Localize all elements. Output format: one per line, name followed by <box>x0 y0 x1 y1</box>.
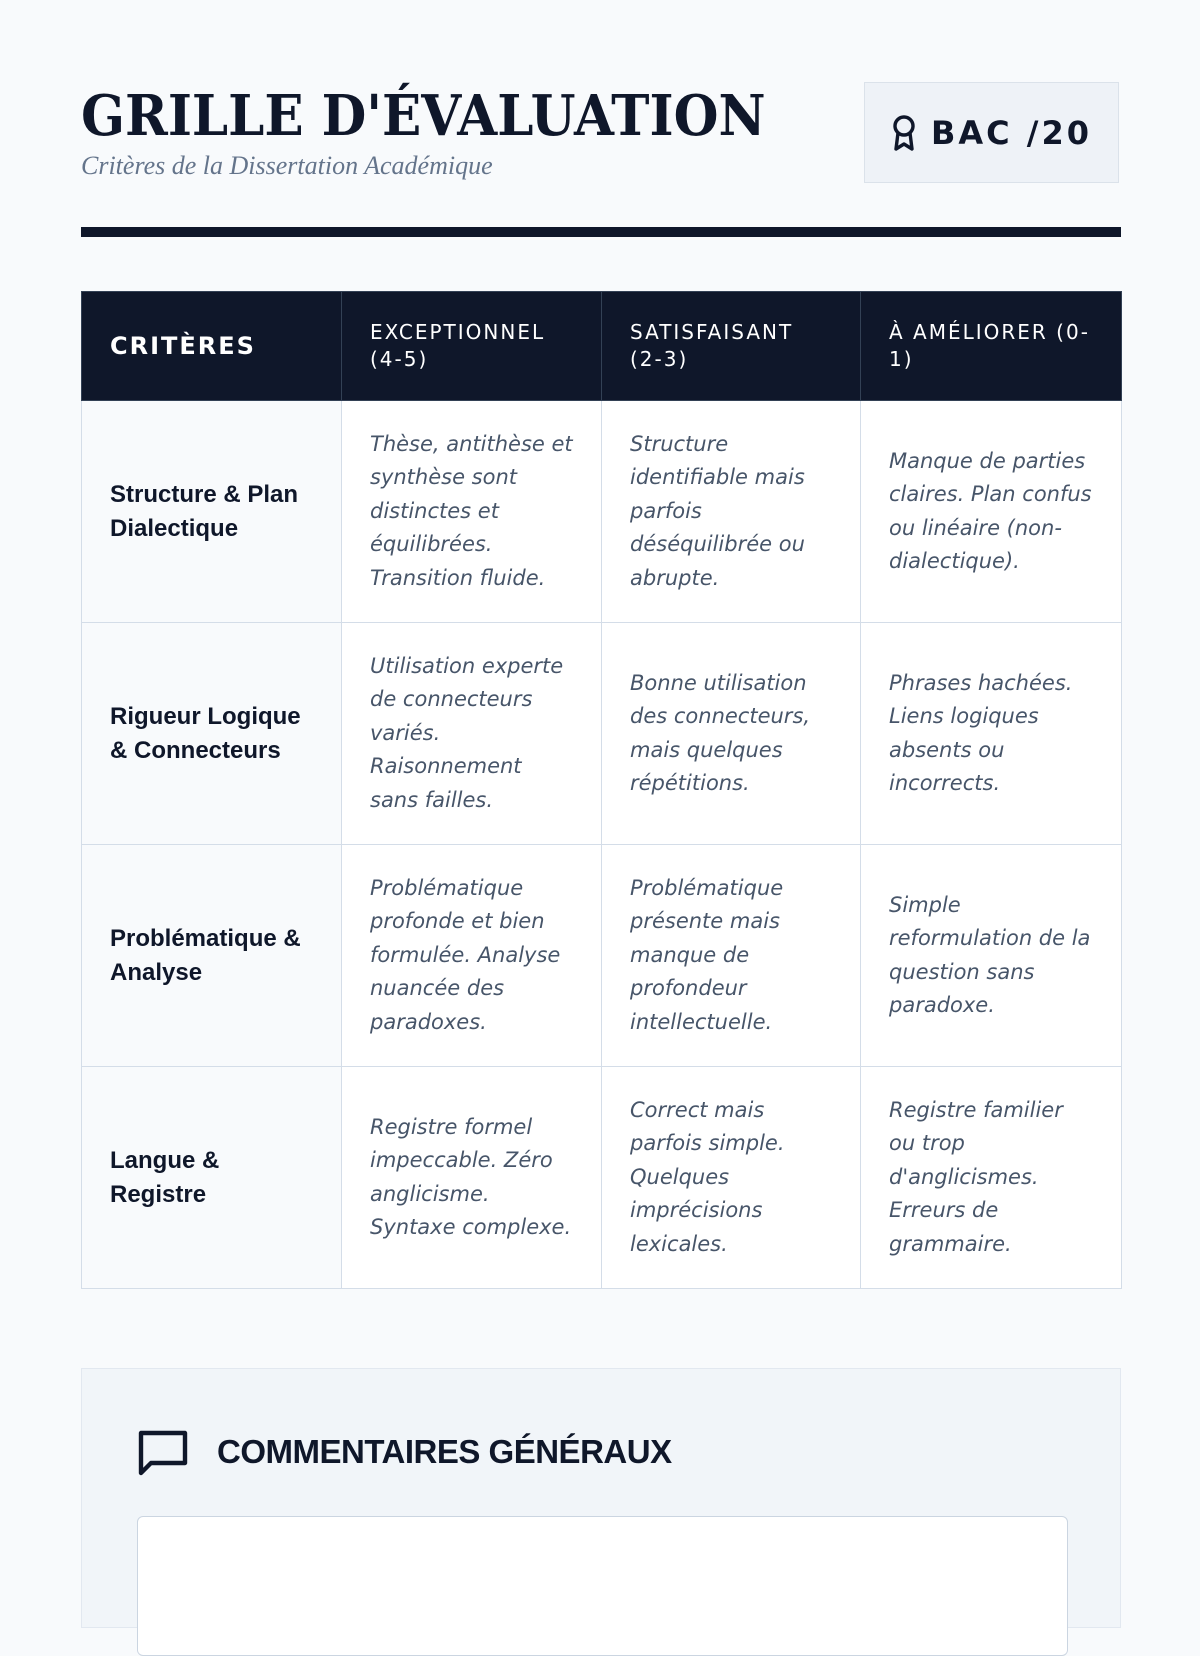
comment-bubble-icon <box>137 1427 189 1477</box>
table-row <box>82 1067 1122 1289</box>
page-header <box>81 80 1121 190</box>
ameliorer-cell: Simple reformulation de la question sans paradoxe. <box>861 845 1122 1067</box>
comments-input[interactable] <box>137 1516 1068 1656</box>
exceptionnel-cell: Registre formel impeccable. Zéro anglicisme. Syntaxe complexe. <box>342 1067 602 1289</box>
header-divider <box>81 227 1121 237</box>
table-row <box>82 623 1122 845</box>
table-row <box>82 845 1122 1067</box>
criterion-cell: Langue & Registre <box>82 1067 342 1289</box>
ameliorer-cell: Registre familier ou trop d'anglicismes. Erreurs de grammaire. <box>861 1067 1122 1289</box>
criterion-cell: Structure & Plan Dialectique <box>82 401 342 623</box>
table-header-row <box>82 292 1122 401</box>
comments-header <box>137 1427 672 1477</box>
comments-title: COMMENTAIRES GÉNÉRAUX <box>217 1433 672 1470</box>
satisfaisant-cell: Bonne utilisation des connecteurs, mais quelques répétitions. <box>602 623 861 845</box>
page-title: GRILLE D'ÉVALUATION <box>81 83 766 149</box>
table-row <box>82 401 1122 623</box>
criterion-cell: Problématique & Analyse <box>82 845 342 1067</box>
ameliorer-cell: Manque de parties claires. Plan confus ou linéaire (non-dialectique). <box>861 401 1122 623</box>
exceptionnel-cell: Thèse, antithèse et synthèse sont distinctes et équilibrées. Transition fluide. <box>342 401 602 623</box>
ameliorer-cell: Phrases hachées. Liens logiques absents ou incorrects. <box>861 623 1122 845</box>
column-header-criteres: CRITÈRES <box>82 292 342 401</box>
badge-label: BAC /20 <box>931 113 1092 152</box>
comments-panel <box>81 1368 1121 1628</box>
criterion-cell: Rigueur Logique & Connecteurs <box>82 623 342 845</box>
satisfaisant-cell: Problématique présente mais manque de profondeur intellectuelle. <box>602 845 861 1067</box>
award-ribbon-icon <box>891 114 917 152</box>
exceptionnel-cell: Problématique profonde et bien formulée. Analyse nuancée des paradoxes. <box>342 845 602 1067</box>
column-header-exceptionnel: EXCEPTIONNEL (4-5) <box>342 292 602 401</box>
column-header-satisfaisant: SATISFAISANT (2-3) <box>602 292 861 401</box>
satisfaisant-cell: Correct mais parfois simple. Quelques imprécisions lexicales. <box>602 1067 861 1289</box>
rubric-table <box>81 291 1122 1289</box>
exceptionnel-cell: Utilisation experte de connecteurs variés. Raisonnement sans failles. <box>342 623 602 845</box>
column-header-ameliorer: À AMÉLIORER (0-1) <box>861 292 1122 401</box>
page-subtitle: Critères de la Dissertation Académique <box>81 151 493 180</box>
satisfaisant-cell: Structure identifiable mais parfois déséquilibrée ou abrupte. <box>602 401 861 623</box>
score-badge <box>864 82 1119 183</box>
